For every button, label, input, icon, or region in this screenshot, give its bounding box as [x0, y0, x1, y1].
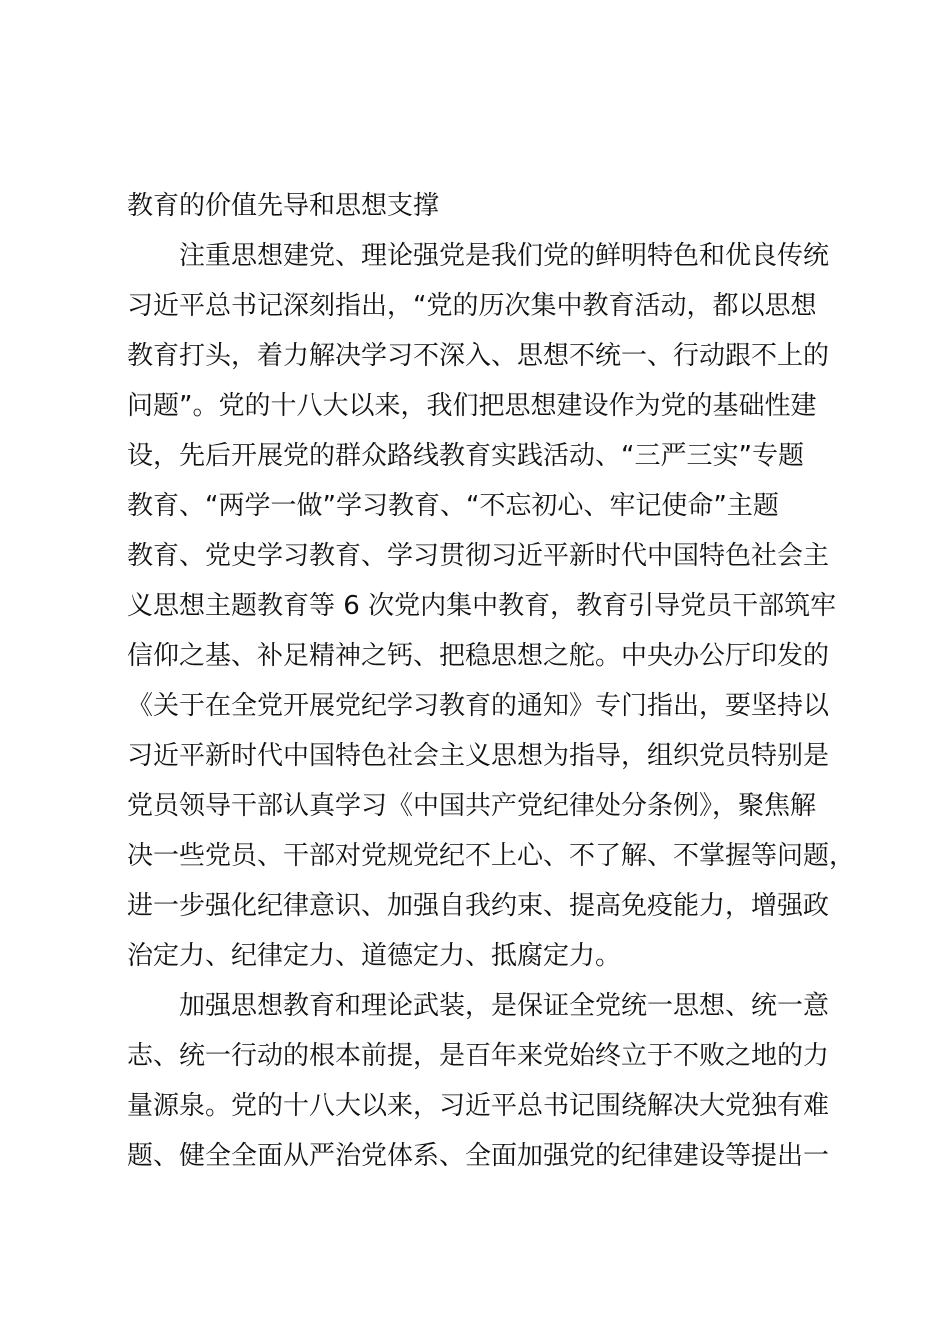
text-line: 《关于在全党开展党纪学习教育的通知》专门指出，要坚持以	[127, 691, 830, 721]
text-line: 决一些党员、干部对党规党纪不上心、不了解、不掌握等问题，	[127, 841, 856, 871]
text-line: 题、健全全面从严治党体系、全面加强党的纪律建设等提出一	[127, 1141, 830, 1171]
text-line: 量源泉。党的十八大以来，习近平总书记围绕解决大党独有难	[127, 1091, 830, 1121]
text-line: 设，先后开展党的群众路线教育实践活动、“三严三实”专题	[127, 441, 804, 471]
text-line: 教育、党史学习教育、学习贯彻习近平新时代中国特色社会主	[127, 541, 830, 571]
text-line: 问题”。党的十八大以来，我们把思想建设作为党的基础性建	[127, 391, 817, 421]
text-line: 习近平总书记深刻指出，“党的历次集中教育活动，都以思想	[127, 291, 817, 321]
text-line: 信仰之基、补足精神之钙、把稳思想之舵。中央办公厅印发的	[127, 641, 830, 671]
paragraph-first-line: 加强思想教育和理论武装，是保证全党统一思想、统一意	[179, 991, 830, 1021]
text-line: 治定力、纪律定力、道德定力、抵腐定力。	[127, 941, 622, 971]
text-line: 教育打头，着力解决学习不深入、思想不统一、行动跟不上的	[127, 341, 830, 371]
text-line: 习近平新时代中国特色社会主义思想为指导，组织党员特别是	[127, 741, 830, 771]
text-line: 教育的价值先导和思想支撑	[127, 191, 440, 221]
text-line: 义思想主题教育等 6 次党内集中教育，教育引导党员干部筑牢	[127, 591, 837, 621]
text-line: 进一步强化纪律意识、加强自我约束、提高免疫能力，增强政	[127, 891, 830, 921]
paragraph-first-line: 注重思想建党、理论强党是我们党的鲜明特色和优良传统	[179, 241, 830, 271]
text-line: 志、统一行动的根本前提，是百年来党始终立于不败之地的力	[127, 1041, 830, 1071]
text-line: 党员领导干部认真学习《中国共产党纪律处分条例》，聚焦解	[127, 791, 817, 821]
text-line: 教育、“两学一做”学习教育、“不忘初心、牢记使命”主题	[127, 491, 779, 521]
